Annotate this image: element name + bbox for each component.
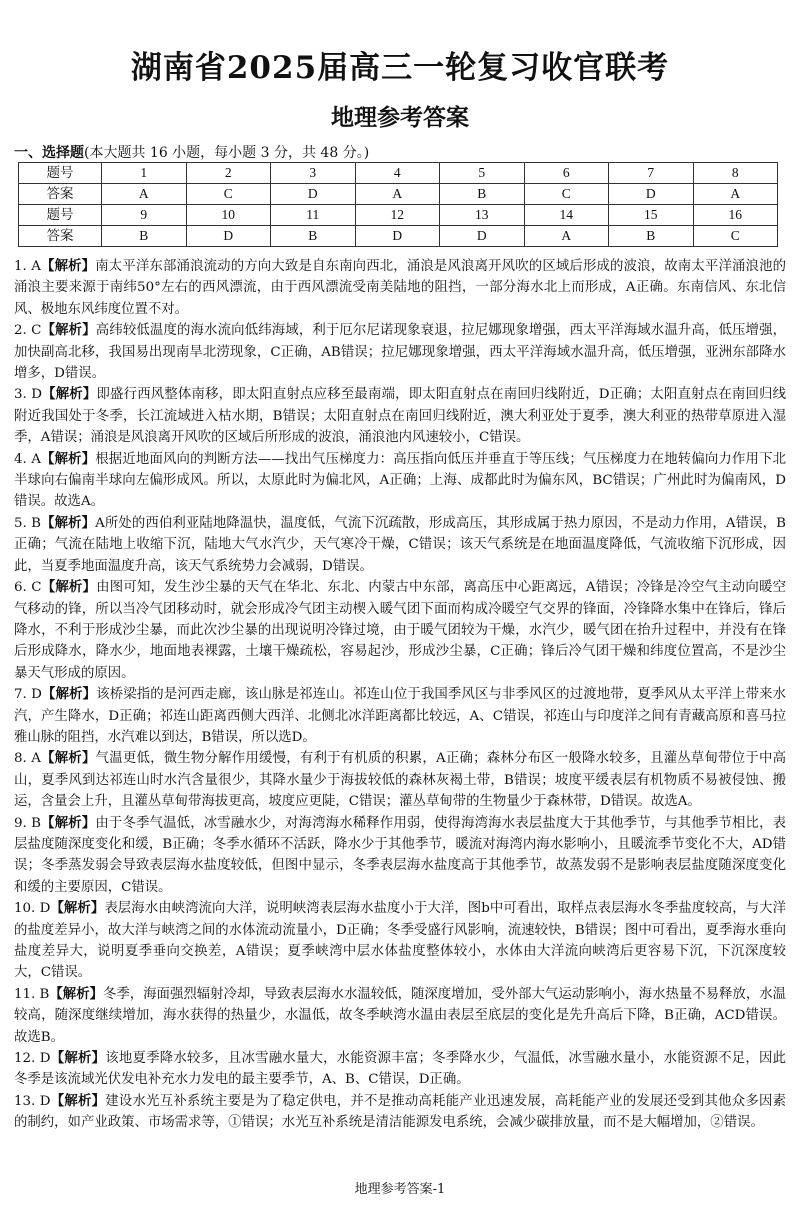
answer-row [19,184,778,205]
explanation-tag: 【解析】 [40,751,96,767]
question-number-cell: 3 [271,163,356,184]
explanation-text: 南太平洋东部涌浪流动的方向大致是自东南向西北，涌浪是风浪离开风吹的区域后形成的波浪，故南太平洋涌浪池的涌浪主要来源于南纬50°左右的西风漂流，由于西风漂流受南美陆地的阻挡，一部分海水北上而形成，A正确。东南信风、东北信风、极地东风纬度位置不对。 [14,259,787,317]
explanation-item [14,256,786,320]
answer-cell: B [609,226,694,247]
answer-cell: C [186,184,271,205]
answer-cell: D [609,184,694,205]
answer-cell: B [102,226,187,247]
explanation-number: 1. A [14,259,41,274]
page-footer: 地理参考答案-1 [354,1182,446,1197]
answer-cell: C [693,226,778,247]
question-number-cell: 9 [102,205,187,226]
explanation-tag: 【解析】 [40,259,96,274]
explanation-item [14,898,786,984]
answer-cell: D [355,226,440,247]
explanation-number: 12. D [14,1051,51,1067]
row-header: 题号 [19,205,102,226]
page-title: 湖南省2025届高三一轮复习收官联考 [130,50,670,86]
question-number-row [19,205,778,226]
explanation-item [14,813,786,899]
explanation-item [14,1091,786,1134]
question-number-cell: 10 [186,205,271,226]
explanation-item [14,577,786,684]
question-number-cell: 2 [186,163,271,184]
explanation-tag: 【解析】 [41,323,96,339]
question-number-row [19,163,778,184]
answer-cell: D [186,226,271,247]
explanation-item [14,984,786,1048]
explanation-number: 11. B [14,986,50,1002]
explanation-text: 表层海水由峡湾流向大洋，说明峡湾表层海水盐度小于大洋，图b中可看出，取样点表层海水冬季盐度较高，与大洋的盐度差异小，故大洋与峡湾之间的水体流动流量小，D正确；冬季受盛行风影响，流速较快，B错误；图中可看出，夏季海水垂向盐度差异大，说明夏季垂向交换差，A错误；夏季峡湾中层水体盐度整体较小，水体由大洋流向峡湾后更容易下沉，下沉深度较大，C错误。 [14,901,787,981]
answer-cell: A [693,184,778,205]
explanation-item [14,1048,786,1091]
explanation-number: 2. C [14,323,42,339]
explanation-text: 高纬较低温度的海水流向低纬海域，利于厄尔尼诺现象衰退，拉尼娜现象增强，西太平洋海域水温升高，低压增强，加快副高北移，我国易出现南旱北涝现象，C正确，AB错误；拉尼娜现象增强，西太平洋海域水温升高，低压增强，亚洲东部降水增多，D错误。 [14,323,787,382]
section-heading [14,142,369,162]
explanation-tag: 【解析】 [50,1051,106,1067]
question-number-cell: 12 [355,205,440,226]
explanation-text: 该地夏季降水较多，且冰雪融水量大，水能资源丰富；冬季降水少，气温低，冰雪融水量小，水能资源不足，因此冬季是该流域光伏发电补充水力发电的最主要季节，A、B、C错误，D正确。 [14,1051,787,1088]
explanation-item [14,748,786,812]
explanation-item [14,320,786,384]
explanation-tag: 【解析】 [41,687,97,703]
explanation-number: 13. D [14,1093,51,1109]
explanation-tag: 【解析】 [41,815,96,831]
question-number-cell: 5 [440,163,525,184]
section-label: 一、选择题 [14,145,84,161]
explanation-text: 该桥梁指的是河西走廊，该山脉是祁连山。祁连山位于我国季风区与非季风区的过渡地带，夏季风从太平洋上带来水汽，产生降水，D正确；祁连山距离西侧大西洋、北侧北冰洋距离都比较远，A、C错误，祁连山与印度洋之间有青藏高原和喜马拉雅山脉的阻挡，水汽难以到达，B错误，所以选D。 [14,687,787,745]
answer-cell: D [440,226,525,247]
answer-cell: A [355,184,440,205]
answer-row [19,226,778,247]
answer-cell: B [271,226,356,247]
row-header: 答案 [19,226,102,247]
question-number-cell: 4 [355,163,440,184]
answer-cell: B [440,184,525,205]
explanation-tag: 【解析】 [49,986,103,1002]
explanation-item [14,513,786,577]
question-number-cell: 6 [524,163,609,184]
explanation-number: 6. C [14,580,42,596]
answer-cell: D [271,184,356,205]
explanation-text: 建设水光互补系统主要是为了稳定供电，并不是推动高耗能产业迅速发展，高耗能产业的发展还受到其他众多因素的制约，如产业政策、市场需求等，①错误；水光互补系统是清洁能源发电系统，会减少碳排放量，而不是大幅增加，②错误。 [14,1093,787,1131]
explanation-item [14,449,786,513]
answer-cell: A [102,184,187,205]
explanation-text: 根据近地面风向的判断方法——找出气压梯度力：高压指向低压并垂直于等压线；气压梯度力在地转偏向力作用下北半球向右偏南半球向左偏形成风。所以，太原此时为偏北风，A正确；上海、成都此时为偏东风，BC错误；广州此时为偏南风，D错误。故选A。 [14,451,787,510]
explanation-tag: 【解析】 [40,515,96,531]
explanation-text: 由于冬季气温低，冰雪融水少，对海湾海水稀释作用弱，使得海湾海水表层盐度大于其他季节，与其他季节相比，表层盐度随深度变化和缓，B正确；冬季水循环不活跃，降水少于其他季节，暖流对海湾内海水影响小，且暖流季节变化不大，AD错误；冬季蒸发弱会导致表层海水盐度较低，但图中显示，冬季表层海水盐度高于其他季节，故蒸发弱不是影响表层盐度随深度变化和缓的主要原因，C错误。 [14,815,787,895]
question-number-cell: 14 [524,205,609,226]
question-number-cell: 16 [693,205,778,226]
question-number-cell: 8 [693,163,778,184]
page-subtitle: 地理参考答案 [331,105,469,131]
explanation-text: 冬季，海面强烈辐射冷却，导致表层海水水温较低，随深度增加，受外部大气运动影响小，海水热量不易释放，水温较高，随深度继续增加，海水获得的热量少，水温低，故冬季峡湾水温由表层至底层的变化是先升高后下降，B正确，ACD错误。故选B。 [14,986,786,1045]
explanation-text: 由图可知，发生沙尘暴的天气在华北、东北、内蒙古中东部，离高压中心距离远，A错误；冷锋是冷空气主动向暖空气移动的锋，所以当冷气团移动时，就会形成冷气团主动楔入暖气团下面而构成冷暖空气交界的锋面，冷锋降水集中在锋后，锋后降水，不利于形成沙尘暴，而此次沙尘暴的出现说明冷锋过境，由于暖气团较为干燥，水汽少，暖气团在抬升过程中，并没有在锋后形成降水，降水少，地面地表裸露，土壤干燥疏松，容易起沙，形成沙尘暴，C正确；锋后冷气团干燥和纬度位置高，不是沙尘暴天气形成的原因。 [14,580,787,681]
explanation-text: 即盛行西风整体南移，即太阳直射点应移至最南端，即太阳直射点在南回归线附近，D正确；太阳直射点在南回归线附近我国处于冬季，长江流域进入枯水期，B错误；太阳直射点在南回归线附近，澳大利亚处于夏季，澳大利亚的热带草原进入湿季，A错误；涌浪是风浪离开风吹的区域后所形成的波浪，涌浪池内风速较小，C错误。 [14,387,787,446]
explanation-tag: 【解析】 [50,901,105,917]
explanation-item [14,684,786,748]
explanation-number: 9. B [14,815,42,831]
question-number-cell: 13 [440,205,525,226]
explanation-text: 气温更低，微生物分解作用缓慢，有利于有机质的积累，A正确；森林分布区一般降水较多，且灌丛草甸带位于中高山，夏季风到达祁连山时水汽含量很少，其降水量少于海拔较低的森林灰褐土带，B错误；坡度平缓表层有机物质不易被侵蚀、搬运，含量会上升，且灌丛草甸带海拔更高，坡度应更陡，C错误；灌丛草甸带的生物量少于森林带，D错误。故选A。 [14,751,787,810]
question-number-cell: 11 [271,205,356,226]
explanation-number: 7. D [14,687,42,703]
question-number-cell: 15 [609,205,694,226]
explanation-tag: 【解析】 [40,451,96,467]
explanation-tag: 【解析】 [41,387,97,403]
explanation-number: 3. D [14,387,42,403]
row-header: 答案 [19,184,102,205]
answer-table [18,162,778,247]
answer-cell: C [524,184,609,205]
explanation-item [14,384,786,448]
question-number-cell: 7 [609,163,694,184]
explanation-text: A所处的西伯利亚陆地降温快，温度低，气流下沉疏散，形成高压，其形成属于热力原因，不是动力作用，A错误，B正确；气流在陆地上收缩下沉，陆地大气水汽少，天气寒冷干燥，C错误；该天气系统是在地面温度降低，气流收缩下沉形成，因此，当夏季地面温度升高，该天气系统势力会减弱，D错误。 [14,515,786,574]
answer-cell: A [524,226,609,247]
row-header: 题号 [19,163,102,184]
explanation-list [14,256,786,1134]
explanation-number: 8. A [14,751,41,767]
explanation-tag: 【解析】 [41,580,97,596]
explanation-number: 10. D [14,901,51,917]
explanation-tag: 【解析】 [50,1093,106,1109]
explanation-number: 4. A [14,451,41,467]
section-note: (本大题共 16 小题，每小题 3 分，共 48 分。) [84,145,370,161]
explanation-number: 5. B [14,515,41,531]
question-number-cell: 1 [102,163,187,184]
